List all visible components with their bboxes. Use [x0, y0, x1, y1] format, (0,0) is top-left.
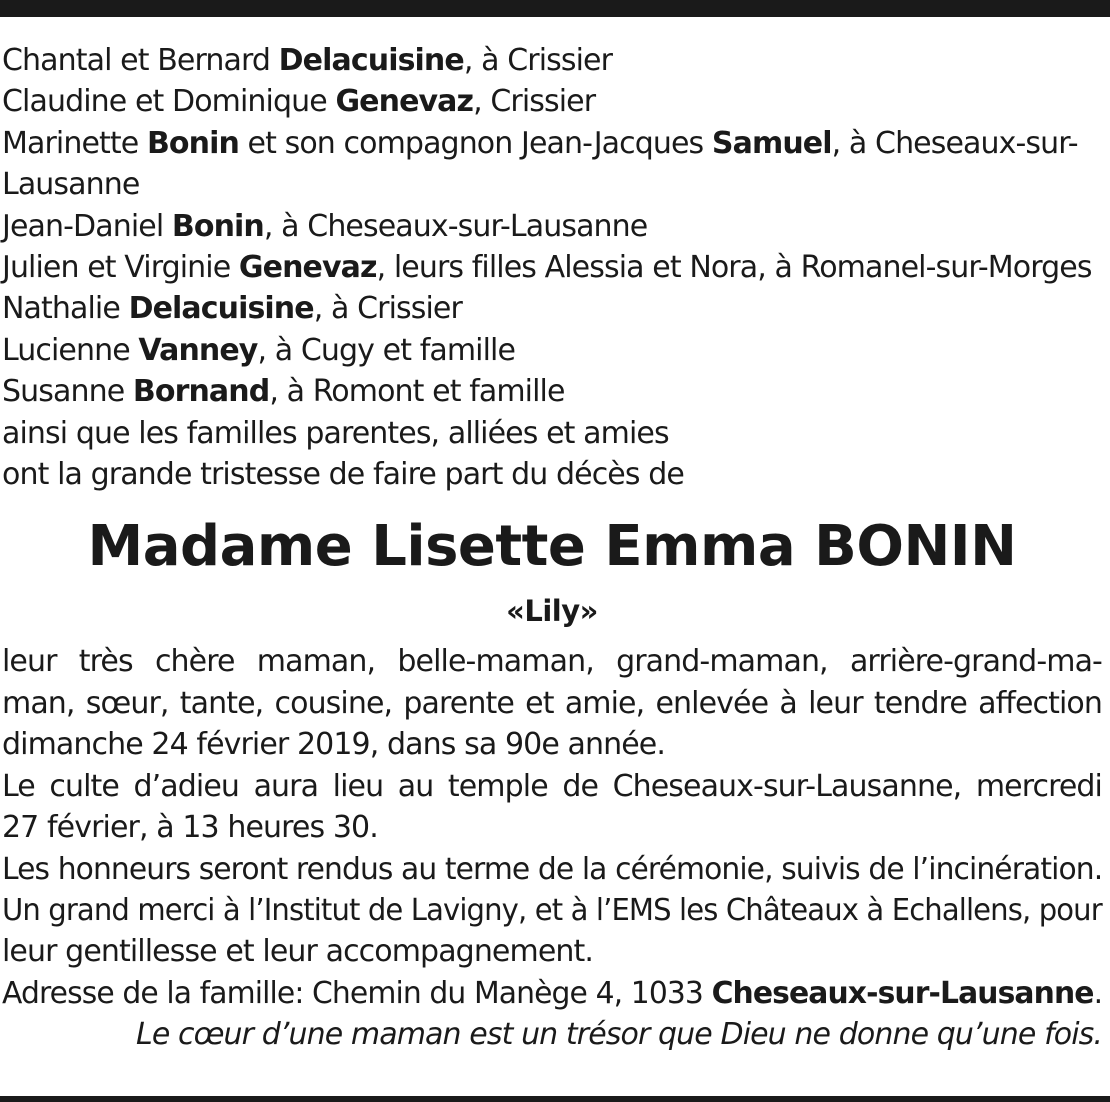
surname: Delacuisine — [278, 43, 464, 78]
family-line: Claudine et Dominique Genevaz, Crissier — [2, 84, 596, 120]
family-line: Marinette Bonin et son compagnon Jean-Jacques Samuel, à Cheseaux-sur- — [2, 125, 1078, 161]
family-line: Chantal et Bernard Delacuisine, à Crissier — [2, 43, 613, 78]
body-line: Le culte d’adieu aura lieu au temple de Cheseaux-sur-Lausanne, mercredi — [2, 768, 1102, 804]
body-line: Les honneurs seront rendus au terme de la cérémonie, suivis de l’incinération. — [2, 851, 1103, 887]
surname: Bornand — [132, 374, 270, 410]
body-line: man, sœur, tante, cousine, parente et amie, enlevée à leur tendre affection — [2, 685, 1102, 721]
deceased-nickname: «Lily» — [506, 594, 598, 629]
family-address: Adresse de la famille: Chemin du Manège 4, 1033 Cheseaux-sur-Lausanne. — [2, 975, 1103, 1011]
surname: Samuel — [711, 125, 832, 161]
body-line: Un grand merci à l’Institut de Lavigny, et à l’EMS les Châteaux à Echallens, pour — [2, 892, 1102, 928]
family-line: Susanne Bornand, à Romont et famille — [2, 374, 565, 410]
surname: Genevaz — [238, 250, 377, 286]
surname: Bonin — [171, 208, 264, 244]
surname: Bonin — [146, 125, 239, 161]
notice-body — [2, 641, 1102, 1014]
family-line: ainsi que les familles parentes, alliées et amies — [2, 415, 669, 451]
family-line: Jean-Daniel Bonin, à Cheseaux-sur-Lausanne — [2, 208, 648, 244]
family-list — [2, 40, 1102, 495]
body-line: leur gentillesse et leur accompagnement. — [2, 934, 593, 970]
family-line: Lucienne Vanney, à Cugy et famille — [2, 332, 516, 368]
bottom-rule — [0, 1096, 1110, 1102]
deceased-name: Madame Lisette Emma BONIN — [87, 514, 1017, 580]
top-rule — [0, 0, 1110, 17]
family-line: Nathalie Delacuisine, à Crissier — [2, 291, 462, 327]
surname: Genevaz — [335, 84, 474, 120]
surname: Vanney — [138, 332, 258, 368]
body-line: leur très chère maman, belle-maman, grand-maman, arrière-grand-ma- — [2, 644, 1102, 680]
obituary-notice — [2, 40, 1102, 1056]
body-line: dimanche 24 février 2019, dans sa 90e année. — [2, 727, 665, 763]
address-city: Cheseaux-sur-Lausanne — [711, 975, 1094, 1011]
family-line: Julien et Virginie Genevaz, leurs filles Alessia et Nora, à Romanel-sur-Morges — [2, 250, 1092, 286]
closing-quote: Le cœur d’une maman est un trésor que Dieu ne donne qu’une fois. — [136, 1017, 1102, 1053]
announcement-line: ont la grande tristesse de faire part du décès de — [2, 457, 684, 493]
body-line: 27 février, à 13 heures 30. — [2, 810, 378, 846]
surname: Delacuisine — [128, 291, 314, 327]
family-line: Lausanne — [2, 167, 140, 203]
